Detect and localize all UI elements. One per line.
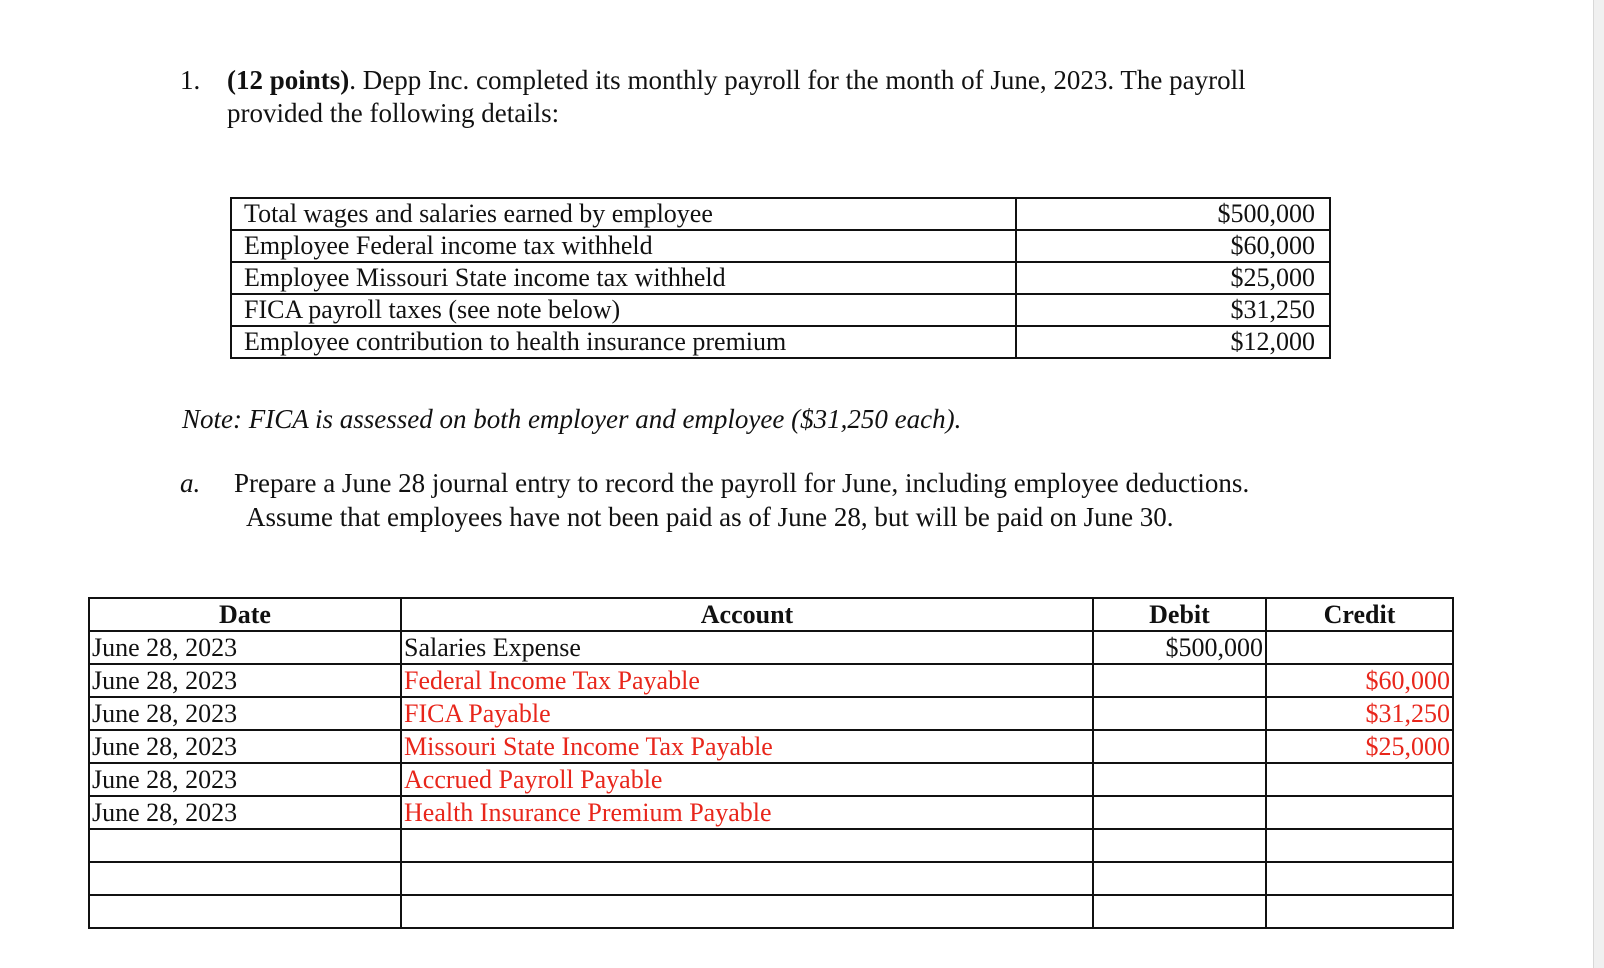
entry-debit[interactable] [1093,862,1266,895]
table-row [89,862,1453,895]
entry-debit[interactable] [1093,697,1266,730]
table-row [89,730,1453,763]
detail-description: Employee Federal income tax withheld [231,230,1016,262]
entry-debit[interactable] [1093,829,1266,862]
table-row [231,198,1330,230]
table-row [231,294,1330,326]
problem-statement [180,64,1360,130]
entry-credit[interactable]: $31,250 [1266,697,1453,730]
part-a-line2: Assume that employees have not been paid as of June 28, but will be paid on June 30. [246,502,1174,532]
table-row [231,262,1330,294]
entry-account[interactable] [401,829,1093,862]
table-row [89,829,1453,862]
entry-date[interactable] [89,895,401,928]
journal-entry-table [88,597,1454,929]
entry-debit[interactable] [1093,796,1266,829]
part-a-line1: Prepare a June 28 journal entry to record the payroll for June, including employee deductions. [234,468,1250,498]
entry-account[interactable] [401,862,1093,895]
table-row [89,763,1453,796]
detail-amount: $500,000 [1016,198,1330,230]
entry-debit[interactable] [1093,763,1266,796]
entry-date[interactable] [89,829,401,862]
entry-credit[interactable] [1266,796,1453,829]
entry-account[interactable]: Federal Income Tax Payable [401,664,1093,697]
detail-amount: $12,000 [1016,326,1330,358]
problem-text-line1: . Depp Inc. completed its monthly payroll for the month of June, 2023. The payroll [349,65,1246,95]
detail-description: Employee contribution to health insurance premium [231,326,1016,358]
detail-description: Total wages and salaries earned by employee [231,198,1016,230]
entry-credit[interactable]: $25,000 [1266,730,1453,763]
entry-account[interactable]: Accrued Payroll Payable [401,763,1093,796]
entry-credit[interactable]: $60,000 [1266,664,1453,697]
part-a-letter: a. [180,468,201,498]
table-row [89,895,1453,928]
problem-points: (12 points) [227,65,350,95]
entry-credit[interactable] [1266,895,1453,928]
entry-debit[interactable] [1093,664,1266,697]
fica-note: Note: FICA is assessed on both employer and employee ($31,250 each). [182,404,962,434]
header-date: Date [89,598,401,631]
entry-date[interactable]: June 28, 2023 [89,730,401,763]
table-row [89,631,1453,664]
entry-date[interactable]: June 28, 2023 [89,697,401,730]
entry-account[interactable] [401,895,1093,928]
entry-date[interactable]: June 28, 2023 [89,796,401,829]
entry-account[interactable]: Missouri State Income Tax Payable [401,730,1093,763]
journal-header-row [89,598,1453,631]
detail-amount: $31,250 [1016,294,1330,326]
problem-text-line2: provided the following details: [227,98,560,128]
table-row [89,664,1453,697]
entry-date[interactable]: June 28, 2023 [89,664,401,697]
entry-credit[interactable] [1266,763,1453,796]
header-debit: Debit [1093,598,1266,631]
entry-account[interactable]: Health Insurance Premium Payable [401,796,1093,829]
part-a [180,466,1380,534]
entry-credit[interactable] [1266,862,1453,895]
entry-credit[interactable] [1266,829,1453,862]
detail-amount: $60,000 [1016,230,1330,262]
entry-account[interactable]: Salaries Expense [401,631,1093,664]
payroll-details-table [230,197,1331,359]
problem-number: 1. [180,65,201,95]
scrollbar-edge [1593,0,1604,968]
entry-date[interactable] [89,862,401,895]
entry-credit[interactable] [1266,631,1453,664]
entry-date[interactable]: June 28, 2023 [89,631,401,664]
header-credit: Credit [1266,598,1453,631]
table-row [89,796,1453,829]
table-row [89,697,1453,730]
detail-description: Employee Missouri State income tax withheld [231,262,1016,294]
detail-amount: $25,000 [1016,262,1330,294]
entry-account[interactable]: FICA Payable [401,697,1093,730]
table-row [231,326,1330,358]
header-account: Account [401,598,1093,631]
entry-debit[interactable]: $500,000 [1093,631,1266,664]
entry-date[interactable]: June 28, 2023 [89,763,401,796]
table-row [231,230,1330,262]
entry-debit[interactable] [1093,895,1266,928]
entry-debit[interactable] [1093,730,1266,763]
detail-description: FICA payroll taxes (see note below) [231,294,1016,326]
